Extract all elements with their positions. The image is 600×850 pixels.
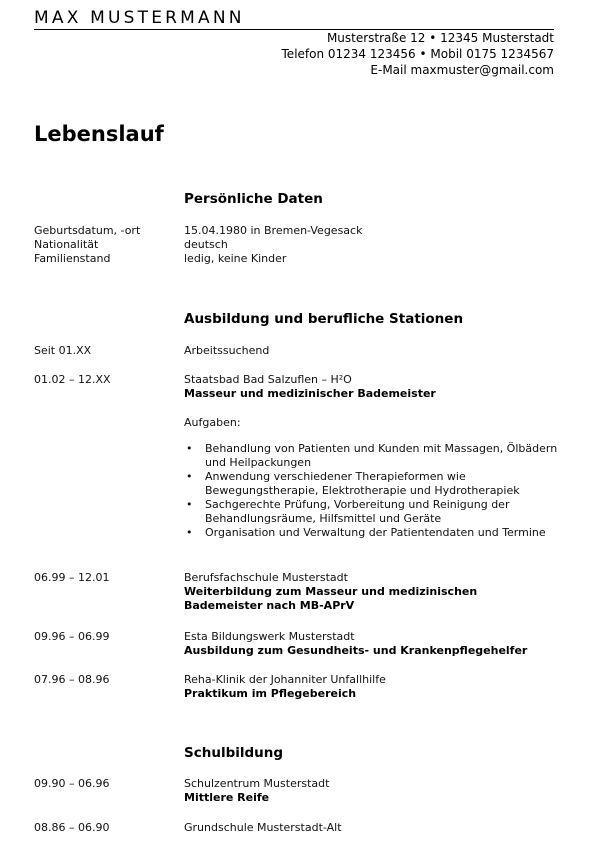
section-heading-career: Ausbildung und berufliche Stationen: [184, 311, 464, 327]
career-date: 07.96 – 08.96: [34, 673, 110, 686]
career-role: Masseur und medizinischer Bademeister: [184, 387, 436, 400]
career-place: Esta Bildungswerk Musterstadt: [184, 630, 355, 643]
applicant-name: MAX MUSTERMANN: [34, 8, 245, 28]
document-title: Lebenslauf: [34, 122, 164, 146]
career-date: 09.96 – 06.99: [34, 630, 110, 643]
personal-value: 15.04.1980 in Bremen-Vegesack: [184, 224, 363, 237]
personal-value: deutsch: [184, 238, 228, 251]
career-role: Bademeister nach MB-APrV: [184, 599, 355, 612]
personal-value: ledig, keine Kinder: [184, 252, 287, 265]
school-date: 08.86 – 06.90: [34, 821, 110, 834]
section-heading-personal: Persönliche Daten: [184, 191, 323, 207]
personal-label: Familienstand: [34, 252, 111, 265]
career-date: 06.99 – 12.01: [34, 571, 110, 584]
tasks-list: [184, 442, 564, 540]
school-degree: Mittlere Reife: [184, 791, 270, 804]
career-entry: [184, 373, 564, 401]
personal-label: Nationalität: [34, 238, 99, 251]
list-item: • Sachgerechte Prüfung, Vorbereitung und Reinigung der Behandlungsräume, Hilfsmittel und Geräte: [184, 498, 564, 526]
career-entry: [184, 673, 564, 701]
list-item: • Behandlung von Patienten und Kunden mit Massagen, Ölbädern und Heilpackungen: [184, 442, 564, 470]
career-place: Berufsfachschule Musterstadt: [184, 571, 348, 584]
career-role: Praktikum im Pflegebereich: [184, 687, 357, 700]
career-entry: [184, 630, 564, 658]
personal-label: Geburtsdatum, -ort: [34, 224, 141, 237]
career-place: Staatsbad Bad Salzuflen – H²O: [184, 373, 352, 386]
school-place: Schulzentrum Musterstadt: [184, 777, 330, 790]
list-item: • Organisation und Verwaltung der Patientendaten und Termine: [184, 526, 564, 540]
school-date: 09.90 – 06.96: [34, 777, 110, 790]
contact-phone: Telefon 01234 123456 • Mobil 0175 1234567: [281, 47, 554, 61]
career-entry: [184, 571, 564, 613]
list-item: • Anwendung verschiedener Therapieformen wie Bewegungstherapie, Elektrotherapie und Hydrotherapiek: [184, 470, 564, 498]
career-role: Ausbildung zum Gesundheits- und Krankenpflegehelfer: [184, 644, 528, 657]
school-entry: [184, 777, 564, 805]
career-role: Weiterbildung zum Masseur und medizinischen: [184, 585, 478, 598]
career-date: Seit 01.XX: [34, 344, 92, 357]
contact-block: [282, 30, 554, 78]
section-heading-school: Schulbildung: [184, 745, 284, 761]
contact-address: Musterstraße 12 • 12345 Musterstadt: [326, 31, 554, 45]
career-date: 01.02 – 12.XX: [34, 373, 111, 386]
tasks-label: Aufgaben:: [184, 416, 241, 429]
school-place: Grundschule Musterstadt-Alt: [184, 821, 342, 834]
contact-email: E-Mail maxmuster@gmail.com: [370, 63, 554, 77]
career-place: Reha-Klinik der Johanniter Unfallhilfe: [184, 673, 386, 686]
career-place: Arbeitssuchend: [184, 344, 270, 357]
